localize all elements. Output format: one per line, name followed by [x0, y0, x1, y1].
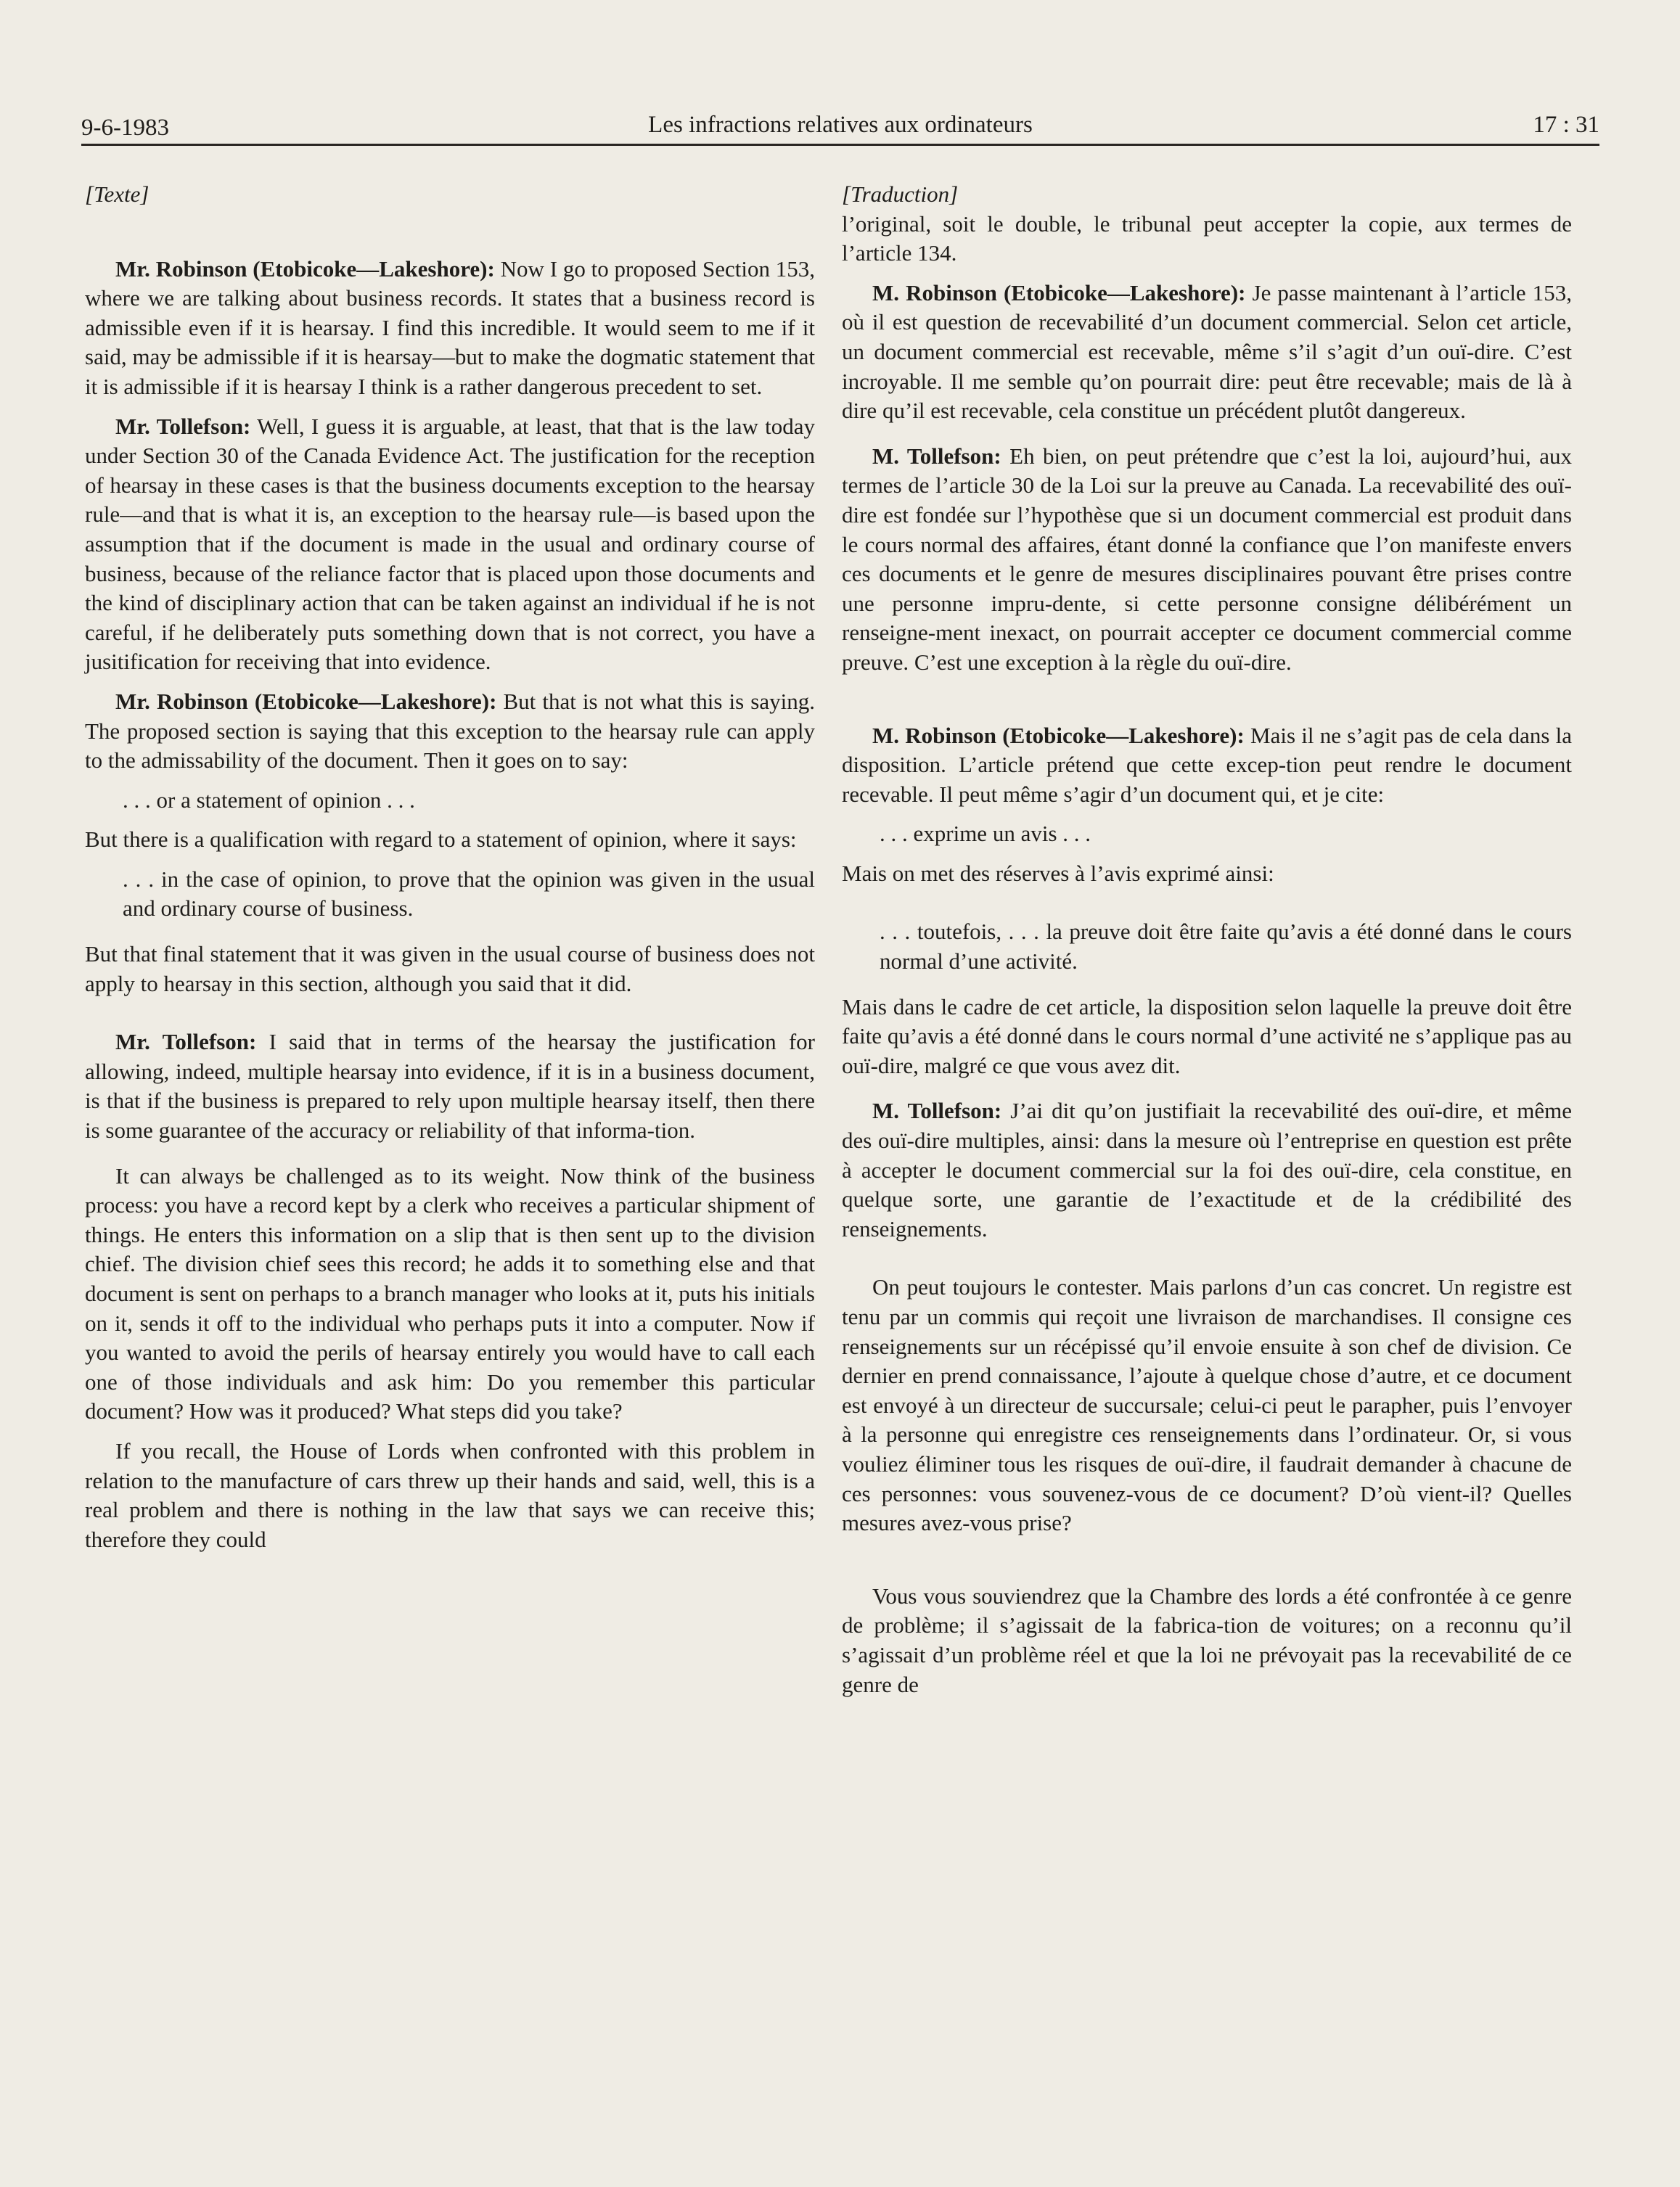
speaker-name: Mr. Robinson (Etobicoke—Lakeshore): [115, 255, 495, 282]
speaker-name: Mr. Tollefson: [115, 413, 251, 439]
paragraph [85, 1027, 815, 1145]
header-date: 9-6-1983 [81, 115, 169, 141]
paragraph-text: Well, I guess it is arguable, at least, that that is the law today under Section 30 of the Canada Evidence Act. The justification for the reception of hearsay in these cases is that the business documents exception to the hearsay rule—and that is what it is, an exception to the hearsay rule—is based upon the assumption that if the document is made in the usual and ordinary course of business, because of the reliance factor that is placed upon those documents and the kind of disciplinary action that can be taken against an individual if he is not careful, if he deliberately puts something down that is not correct, you have a jusitification for receiving that into evidence. [85, 413, 815, 675]
paragraph-text: Mais il ne s’agit pas de cela dans la disposition. L’article prétend que cette excep-tion peut rendre le document recevable. Il peut même s’agir d’un document qui, et je cite: [842, 722, 1572, 807]
speaker-name: M. Robinson (Etobicoke—Lakeshore): [872, 279, 1246, 305]
paragraph [85, 412, 815, 677]
paragraph [85, 255, 815, 402]
quotation: . . . in the case of opinion, to prove that the opinion was given in the usual and ordinary course of business. [123, 866, 815, 922]
quotation: . . . or a statement of opinion . . . [123, 787, 415, 813]
speaker-name: M. Tollefson: [872, 443, 1001, 469]
speaker-name: M. Robinson (Etobicoke—Lakeshore): [872, 722, 1245, 748]
paragraph [842, 1096, 1572, 1244]
page-header [81, 106, 1599, 146]
paragraph [842, 442, 1572, 678]
paragraph-text: It can always be challenged as to its weight. Now think of the business process: you have a record kept by a clerk who receives a particular shipment of things. He enters this information on a slip that is then sent up to the division chief. The division chief sees this record; he adds it to something else and that document is sent on perhaps to a branch manager who looks at it, puts his initials on it, sends it off to the individual who perhaps puts it into a computer. Now if you wanted to avoid the perils of hearsay entirely you would have to call each one of those individuals and ask him: Do you remember this particular document? How was it produced? What steps did you take? [85, 1162, 815, 1424]
left-column-english [85, 180, 815, 1554]
paragraph [85, 687, 815, 776]
paragraph-text: Vous vous souviendrez que la Chambre des lords a été confrontée à ce genre de problème; il s’agissait de la fabrica-tion de voitures; on a reconnu qu’il s’agissait d’un problème réel et que la loi ne prévoyait pas la recevabilité de ce genre de [842, 1583, 1572, 1697]
paragraph-text: But that is not what this is saying. The proposed section is saying that this exception to the hearsay rule can apply to the admissability of the document. Then it goes on to say: [85, 688, 815, 774]
paragraph [842, 279, 1572, 426]
header-page-number: 17 : 31 [1533, 112, 1599, 138]
paragraph-text: Eh bien, on peut prétendre que c’est la loi, aujourd’hui, aux termes de l’article 30 de la Loi sur la preuve au Canada. La recevabilité des ouï-dire est fondée sur l’hypothèse que si un document commercial est produit dans le cours normal des affaires, étant donné la confiance que l’on manifeste envers ces documents et le genre de mesures disciplinaires pouvant être prises contre une personne impru-dente, si cette personne consigne délibérément un renseigne-ment inexact, on pourrait accepter ce document commercial comme preuve. C’est une exception à la règle du ouï-dire. [842, 443, 1573, 675]
speaker-name: Mr. Tollefson: [115, 1029, 257, 1055]
paragraph-text: Je passe maintenant à l’article 153, où il est question de recevabilité d’un document commercial. Selon cet article, un document commercial est recevable, même s’il s’agit d’un ouï-dire. C’est incroyable. Il me semble qu’on pourrait dire: peut être recevable; mais de là à dire qu’il est recevable, cela constitue un précédent plutôt dangereux. [842, 279, 1572, 424]
paragraph-text: But that final statement that it was given in the usual course of business does not apply to hearsay in this section, although you said that it did. [85, 941, 815, 996]
quotation: . . . exprime un avis . . . [880, 821, 1091, 847]
paragraph-text: J’ai dit qu’on justifiait la recevabilité des ouï-dire, et même des ouï-dire multiples, ainsi: dans la mesure où l’entreprise en question est prête à accepter le document commercial sur la foi des ouï-dire, cela constitue, en quelque sorte, une garantie de l’exactitude et de la crédibilité des renseignements. [842, 1098, 1573, 1242]
paragraph-text: If you recall, the House of Lords when confronted with this problem in relation to the manufacture of cars threw up their hands and said, well, this is a real problem and there is nothing in the law that says we can receive this; therefore they could [85, 1437, 815, 1552]
header-title: Les infractions relatives aux ordinateurs [648, 112, 1033, 138]
paragraph-text: I said that in terms of the hearsay the justification for allowing, indeed, multiple hearsay into evidence, if it is in a business document, is that if the business is prepared to rely upon multiple hearsay itself, then there is some guarantee of the accuracy or reliability of that informa-tion. [85, 1029, 815, 1144]
speaker-name: Mr. Robinson (Etobicoke—Lakeshore): [115, 688, 497, 714]
quotation: . . . toutefois, . . . la preuve doit être faite qu’avis a été donné dans le cours normal d’une activité. [880, 919, 1572, 974]
right-column-french [842, 180, 1572, 1699]
paragraph-text: Mais on met des réserves à l’avis exprimé ainsi: [842, 860, 1274, 886]
paragraph-text: l’original, soit le double, le tribunal peut accepter la copie, aux termes de l’article 134. [842, 210, 1572, 266]
paragraph-text: Now I go to proposed Section 153, where we are talking about business records. It states that a business record is admissible even if it is hearsay. I find this incredible. It would seem to me if it said, may be admissible if it is hearsay—but to make the dogmatic statement that it is admissible if it is hearsay I think is a rather dangerous precedent to set. [85, 255, 815, 399]
paragraph-text: On peut toujours le contester. Mais parlons d’un cas concret. Un registre est tenu par un commis qui reçoit une livraison de marchandises. Il consigne ces renseignements sur un récépissé qu’il envoie ensuite à son chef de division. Ce dernier en prend connaissance, l’ajoute à quelque chose d’autre, et ce document est envoyé à un directeur de succursale; celui-ci peut le parapher, puis l’envoyer à la personne qui enregistre ces renseignements dans l’ordinateur. Or, si vous vouliez éliminer tous les risques de ouï-dire, il faudrait demander à chacune de ces personnes: vous souvenez-vous de ce document? D’où vient-il? Quelles mesures avez-vous prise? [842, 1274, 1572, 1536]
paragraph-text: But there is a qualification with regard to a statement of opinion, where it says: [85, 826, 797, 853]
paragraph [842, 721, 1572, 810]
speaker-name: M. Tollefson: [872, 1098, 1002, 1124]
column-label: [Texte] [85, 181, 149, 207]
paragraph-text: Mais dans le cadre de cet article, la disposition selon laquelle la preuve doit être faite qu’avis a été donné dans le cours normal d’une activité ne s’applique pas au ouï-dire, malgré ce que vous avez dit. [842, 993, 1572, 1078]
column-label: [Traduction] [842, 181, 959, 207]
